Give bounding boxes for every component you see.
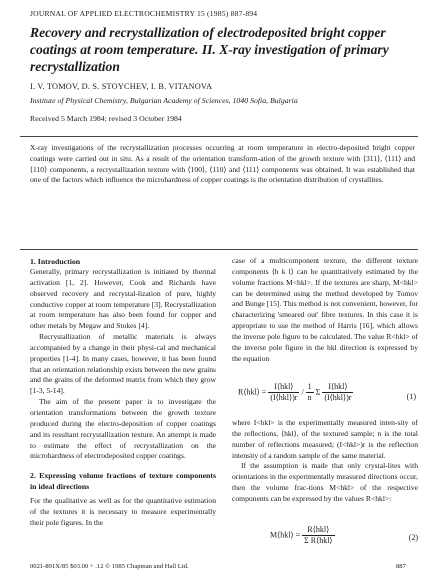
section2-paragraph-1: For the qualitative as well as for the quantitative estimation of the textures it is necessary to measure experimentally their pole figures. In the xyxy=(30,496,216,527)
article-authors: I. V. TOMOV, D. S. STOYCHEV, I. B. VITANOVA xyxy=(30,82,213,91)
author-institution: Institute of Physical Chemistry, Bulgarian Academy of Sciences, 1040 Sofia, Bulgaria xyxy=(30,96,298,105)
eq2-number: (2) xyxy=(408,533,418,542)
right-column-lower xyxy=(232,418,418,505)
intro-paragraph-2: Recrystallization of metallic materials is always accompanied by a change in their physi-cal and mechanical properties [1-4]. In many cases, however, it has been found that an orientation relationship exists between the new grains and the grains of the deformed matrix from which they grow [1-3, 5-14]. xyxy=(30,332,216,396)
intro-paragraph-3: The aim of the present paper is to investigate the orientation transformations between the growth texture produced during the electro-deposition of copper coatings and its resultant recrystallization texture. An attempt is made to estimate the effect of recrystallization on the microhardness of electrodeposited copper coatings. xyxy=(30,397,216,461)
eq1-fraction-c: $\frac{\text{I⟨hkl⟩}}{\text{(I⟨hkl⟩)r}}$ xyxy=(324,382,352,402)
abstract-divider xyxy=(20,249,418,250)
article-title: Recovery and recrystallization of electrodeposited bright copper coatings at room temperature. II. X-ray investigation of primary recrystallization xyxy=(30,25,389,74)
eq1-fraction-a: $\frac{\text{I⟨hkl⟩}}{\text{(I⟨hkl⟩)r}}$ xyxy=(270,382,298,402)
right-paragraph-1: case of a multicomponent texture, the different texture components ⟨h k l⟩ can be quantitatively estimated by the volume fractions M<hkl>. If the textures are sharp, M<hkl> can be determined using the method developed by Tomov and Bunge [15]. This method is not convenient, however, for characterizing 'smeared out' fibre textures. In this case it is appropriate to use the method of Harris [16], which allows the inverse pole figure to be calculated. The value R<hkl> of the inverse pole figure in the hkl direction is expressed by the equation xyxy=(232,256,418,363)
eq1-number: (1) xyxy=(406,392,416,401)
abstract: X-ray investigations of the recrystallization processes occurring at room temperature in electro-deposited bright copper coatings were carried out in situ. As a result of the orientation transform-ation of the growth texture with ⟨311⟩, ⟨111⟩ and ⟨110⟩ components, a recrystallization texture with ⟨100⟩, ⟨110⟩ and ⟨111⟩ components was obtained. It was established that one of the factors which influence the microhardness of copper coatings is the orientation distribution of crystallites. xyxy=(30,143,415,185)
equation-1: R⟨hkl⟩ = $\frac{\text{I⟨hkl⟩}}{\text{(I⟨hkl⟩)r}}$ / $\frac{1}{n}$ Σ $\frac{\text{I⟨hkl⟩}}{\text{(I⟨hkl⟩)r}}$ (1) xyxy=(238,382,416,402)
journal-header: JOURNAL OF APPLIED ELECTROCHEMISTRY 15 (1985) 887-894 xyxy=(30,9,258,18)
eq2-lhs: M⟨hkl⟩ = xyxy=(270,530,301,540)
section-heading-volume-fractions: 2. Expressing volume fractions of texture components in ideal directions xyxy=(30,471,216,492)
equation-2 xyxy=(270,525,420,557)
right-paragraph-3: If the assumption is made that only crystal-lites with orientations in the experimentally measured directions occur, then the volume frac-tions M<hkl> of the respective components can be expressed by the values R<hkl>: xyxy=(232,461,418,503)
eq1-fraction-b: $\frac{1}{n}$ xyxy=(307,382,312,402)
footer-copyright: 0021-891X/85 $03.00 + .12 © 1985 Chapman and Hall Ltd. xyxy=(30,563,189,570)
intro-paragraph-1: Generally, primary recrystallization is initiated by thermal activation [1, 2]. However, Cook and Richards have observed recovery and recrystal-lization of pure, highly conductive copper at room temperature [3]. Recrystallization at room temperature has also been found for copper and other metals by Megaw and Stokes [4]. xyxy=(30,267,216,331)
eq1-lhs: R⟨hkl⟩ = xyxy=(238,387,267,397)
right-column xyxy=(232,256,418,364)
page-number: 887 xyxy=(396,563,406,570)
right-paragraph-2: where I<hkl> is the experimentally measured inten-sity of the reflections, ⟨hkl⟩, of the textured sample; n is the total number of reflections measured; (I<hkl>)r is the reflection intensity of a random sample of the same material. xyxy=(232,418,418,460)
section-heading-introduction: 1. Introduction xyxy=(30,257,81,266)
received-dates: Received 5 March 1984; revised 3 October 1984 xyxy=(30,114,182,123)
top-divider xyxy=(20,136,418,137)
eq2-fraction: $\frac{\text{R⟨hkl⟩}}{\text{Σ R⟨hkl⟩}}$ xyxy=(304,525,333,545)
left-column xyxy=(30,256,216,529)
eq1-sum-symbol: Σ xyxy=(315,387,321,397)
